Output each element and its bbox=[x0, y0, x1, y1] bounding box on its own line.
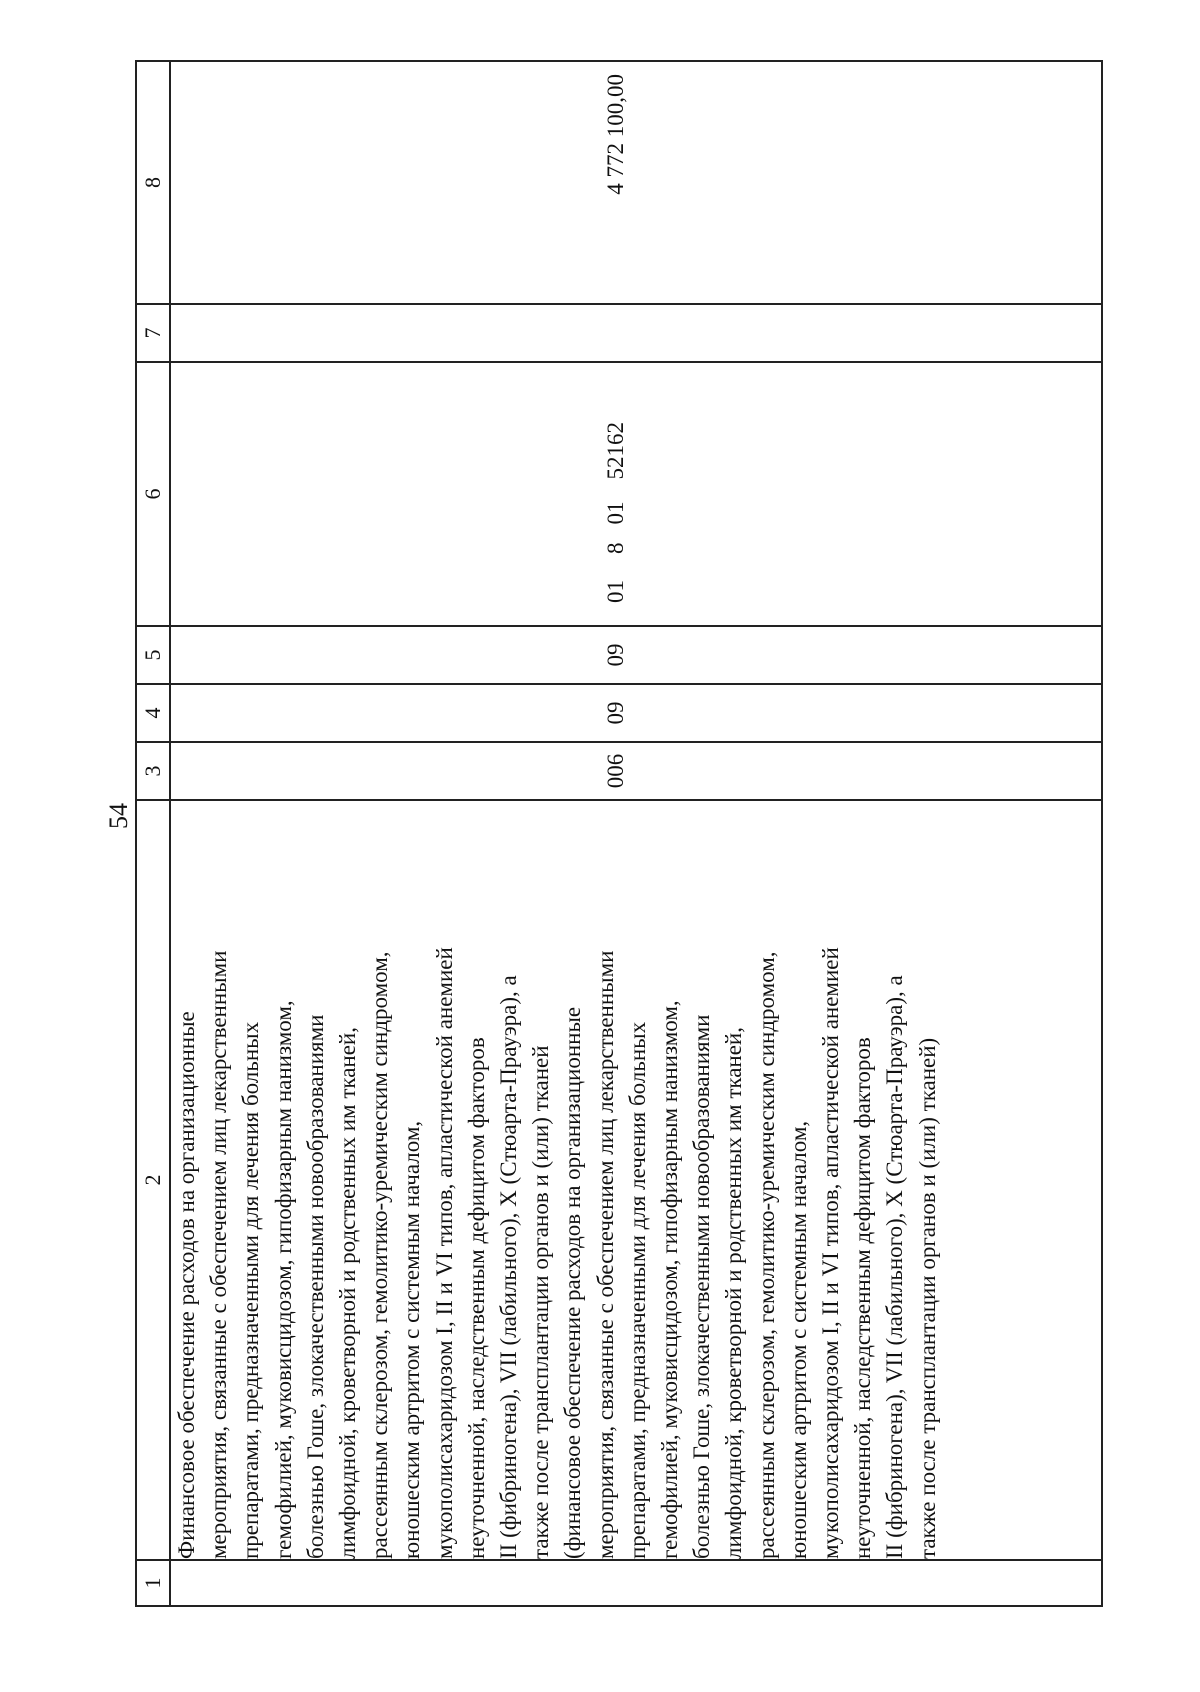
header-col-7: 7 bbox=[136, 304, 170, 362]
target-article-code bbox=[603, 363, 635, 625]
description-line: (финансовое обеспечение расходов на организационные bbox=[560, 1006, 586, 1559]
description-line: мероприятия, связанные с обеспечением лиц лекарственными bbox=[206, 950, 232, 1559]
description-line: лимфоидной, кроветворной и родственных им тканей, bbox=[335, 1027, 361, 1559]
description-line: препаратами, предназначенными для лечения больных bbox=[624, 1021, 650, 1559]
description-line: болезнью Гоше, злокачественными новообразованиями bbox=[689, 1014, 715, 1559]
header-col-6: 6 bbox=[136, 362, 170, 626]
description-line: препаратами, предназначенными для лечения больных bbox=[238, 1021, 264, 1559]
description-line: II (фибриногена), VII (лабильного), X (Стюарта-Прауэра), а bbox=[882, 975, 908, 1559]
ministry-code-cell bbox=[170, 742, 1102, 800]
description-line: II (фибриногена), VII (лабильного), X (Стюарта-Прауэра), а bbox=[496, 975, 522, 1559]
target-article-part: 52162 bbox=[603, 422, 628, 480]
description-line: также после трансплантации органов и (или) тканей) bbox=[914, 1037, 940, 1559]
section-code-cell bbox=[170, 684, 1102, 742]
description-line: мероприятия, связанные с обеспечением лиц лекарственными bbox=[592, 950, 618, 1559]
description-line: рассеянным склерозом, гемолитико-уремическим синдромом, bbox=[753, 951, 779, 1559]
target-article-part: 8 bbox=[603, 542, 628, 554]
expense-type-cell bbox=[170, 304, 1102, 362]
target-article-cell bbox=[170, 362, 1102, 626]
description-line: лимфоидной, кроветворной и родственных им тканей, bbox=[721, 1027, 747, 1559]
subsection-code: 09 bbox=[603, 643, 628, 667]
amount-cell bbox=[170, 61, 1102, 304]
description-line: болезнью Гоше, злокачественными новообразованиями bbox=[302, 1014, 328, 1559]
description-line: мукополисахаридозом I, II и VI типов, апластической анемией bbox=[431, 947, 457, 1559]
description-line: гемофилией, муковисцидозом, гипофизарным нанизмом, bbox=[657, 1000, 683, 1559]
description-line: юношеским артритом с системным началом, bbox=[399, 1120, 425, 1559]
description-line: Финансовое обеспечение расходов на организационные bbox=[174, 1011, 199, 1559]
page-number: 54 bbox=[104, 803, 133, 829]
target-article-part: 01 bbox=[603, 501, 628, 525]
description-line: также после трансплантации органов и (или) тканей bbox=[528, 1045, 554, 1559]
header-col-4: 4 bbox=[136, 684, 170, 742]
table-header-row bbox=[136, 61, 170, 1606]
subsection-code-cell bbox=[170, 626, 1102, 684]
header-col-3: 3 bbox=[136, 742, 170, 800]
description-line: юношеским артритом с системным началом, bbox=[785, 1120, 811, 1559]
header-col-1: 1 bbox=[136, 1560, 170, 1606]
header-col-2: 2 bbox=[136, 800, 170, 1560]
description-line: неуточненной, наследственным дефицитом факторов bbox=[850, 1037, 876, 1559]
description-cell bbox=[170, 800, 1102, 1560]
description-line: неуточненной, наследственным дефицитом факторов bbox=[463, 1037, 489, 1559]
target-article-part: 01 bbox=[603, 580, 628, 603]
table-row bbox=[170, 61, 1102, 1606]
amount-value: 4 772 100,00 bbox=[603, 74, 628, 195]
description-line: рассеянным склерозом, гемолитико-уремическим синдромом, bbox=[367, 951, 393, 1559]
budget-table bbox=[135, 60, 1103, 1607]
section-code: 09 bbox=[603, 701, 628, 725]
ministry-code: 006 bbox=[603, 753, 628, 789]
description-line: мукополисахаридозом I, II и VI типов, апластической анемией bbox=[818, 947, 844, 1559]
description-line: гемофилией, муковисцидозом, гипофизарным нанизмом, bbox=[270, 1000, 296, 1559]
header-col-8: 8 bbox=[136, 61, 170, 304]
cell-col-1 bbox=[170, 1560, 1102, 1606]
header-col-5: 5 bbox=[136, 626, 170, 684]
